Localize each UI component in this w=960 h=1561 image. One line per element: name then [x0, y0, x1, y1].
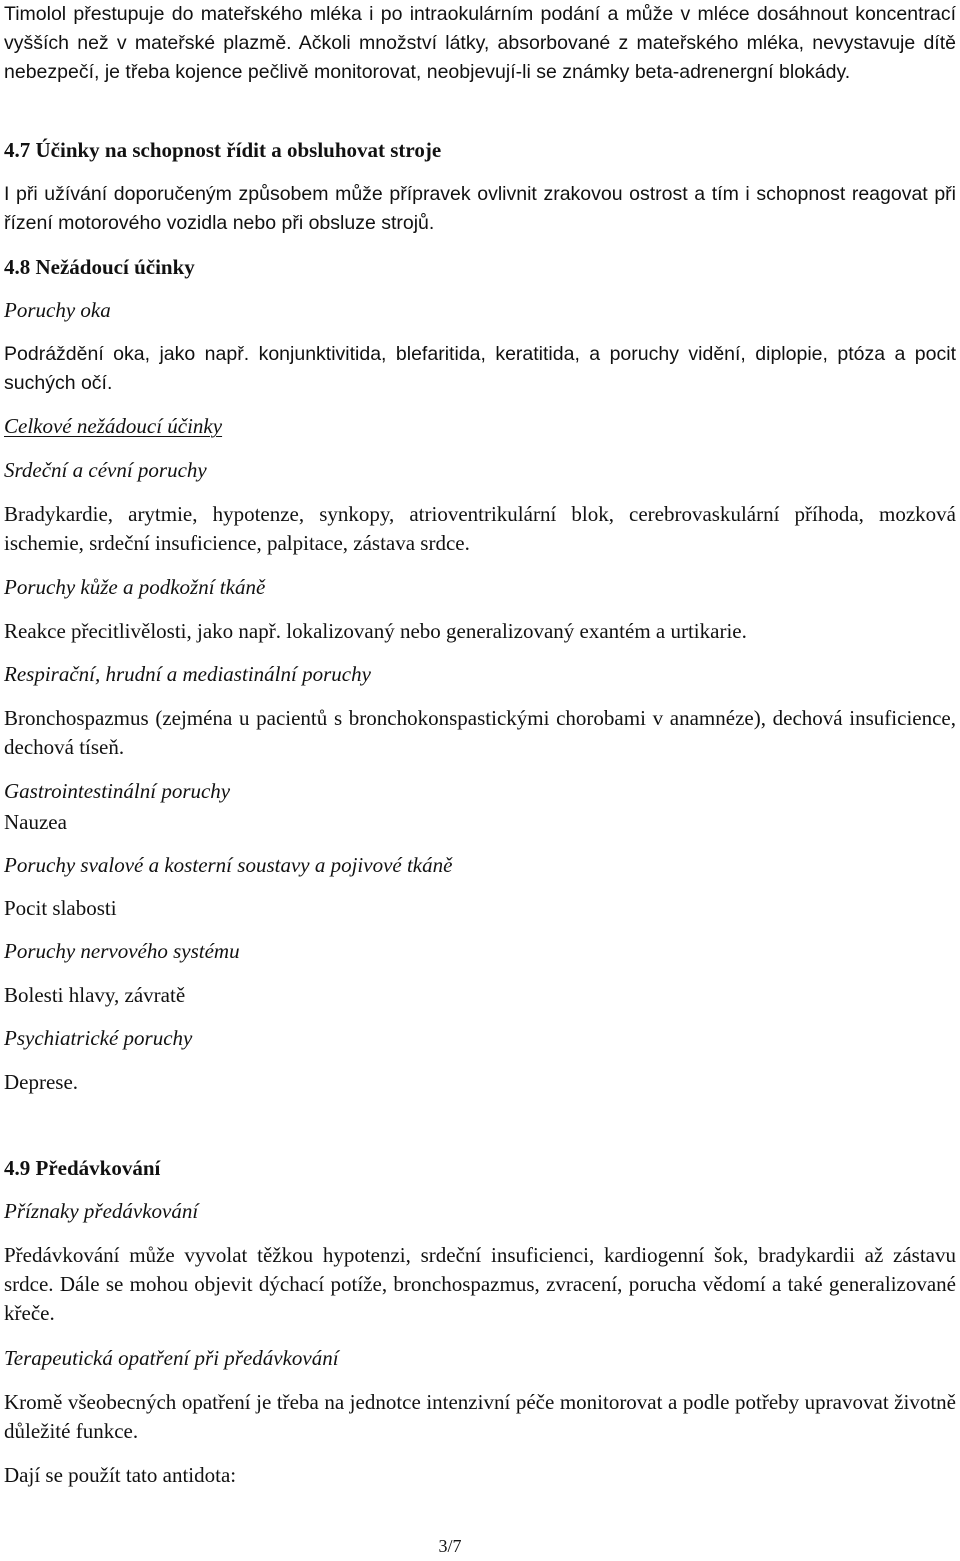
cardiac-disorders-text: Bradykardie, arytmie, hypotenze, synkopy, atrioventrikulární blok, cerebrovaskulární příhoda, mozková ischemie, srdeční insuficience, palpitace, zástava srdce.: [4, 502, 956, 555]
section-4-7-heading: 4.7 Účinky na schopnost řídit a obsluhovat stroje: [4, 138, 442, 162]
psychiatric-disorders-text: Deprese.: [4, 1070, 79, 1094]
intro-paragraph: Timolol přestupuje do mateřského mléka i po intraokulárním podání a může v mléce dosáhnout koncentrací vyšších než v mateřské plazmě. Ačkoli množství látky, absorbované z mateřského mléka, nevystavuje dítě nebezpečí, je třeba kojence pečlivě monitorovat, neobjevují-li se známky beta-adrenergní blokády.: [4, 3, 956, 83]
nervous-disorders-label: Poruchy nervového systému: [4, 939, 240, 963]
section-4-8-heading: 4.8 Nežádoucí účinky: [4, 255, 195, 279]
antidotes-text: Dají se použít tato antidota:: [4, 1463, 237, 1487]
gastrointestinal-disorders-label: Gastrointestinální poruchy: [4, 779, 231, 803]
general-adverse-effects-label: Celkové nežádoucí účinky: [4, 414, 223, 438]
overdose-symptoms-label: Příznaky předávkování: [4, 1199, 199, 1223]
psychiatric-disorders-label: Psychiatrické poruchy: [4, 1026, 193, 1050]
musculoskeletal-disorders-text: Pocit slabosti: [4, 896, 117, 920]
skin-disorders-text: Reakce přecitlivělosti, jako např. lokalizovaný nebo generalizovaný exantém a urtikarie.: [4, 619, 747, 643]
overdose-therapy-label: Terapeutická opatření při předávkování: [4, 1346, 339, 1370]
skin-disorders-label: Poruchy kůže a podkožní tkáně: [4, 575, 266, 599]
respiratory-disorders-text: Bronchospazmus (zejména u pacientů s bronchokonspastickými chorobami v anamnéze), dechová insuficience, dechová tíseň.: [4, 706, 956, 759]
nervous-disorders-text: Bolesti hlavy, závratě: [4, 983, 186, 1007]
overdose-therapy-text: Kromě všeobecných opatření je třeba na jednotce intenzivní péče monitorovat a podle potřeby upravovat životně důležité funkce.: [4, 1390, 956, 1443]
section-4-7-text: I při užívání doporučeným způsobem může přípravek ovlivnit zrakovou ostrost a tím i schopnost reagovat při řízení motorového vozidla nebo při obsluze strojů.: [4, 183, 956, 234]
eye-disorders-text: Podráždění oka, jako např. konjunktivitida, blefaritida, keratitida, a poruchy vidění, diplopie, ptóza a pocit suchých očí.: [4, 343, 956, 394]
section-4-9-heading: 4.9 Předávkování: [4, 1156, 161, 1180]
musculoskeletal-disorders-label: Poruchy svalové a kosterní soustavy a pojivové tkáně: [4, 853, 453, 877]
cardiac-disorders-label: Srdeční a cévní poruchy: [4, 458, 207, 482]
respiratory-disorders-label: Respirační, hrudní a mediastinální poruchy: [4, 662, 371, 686]
eye-disorders-label: Poruchy oka: [4, 298, 111, 322]
page-number: 3/7: [438, 1536, 462, 1556]
overdose-symptoms-text: Předávkování může vyvolat těžkou hypotenzi, srdeční insuficienci, kardiogenní šok, bradykardii až zástavu srdce. Dále se mohou objevit dýchací potíže, bronchospazmus, zvracení, porucha vědomí a také generalizované křeče.: [4, 1243, 956, 1325]
gastrointestinal-disorders-text: Nauzea: [4, 810, 67, 834]
